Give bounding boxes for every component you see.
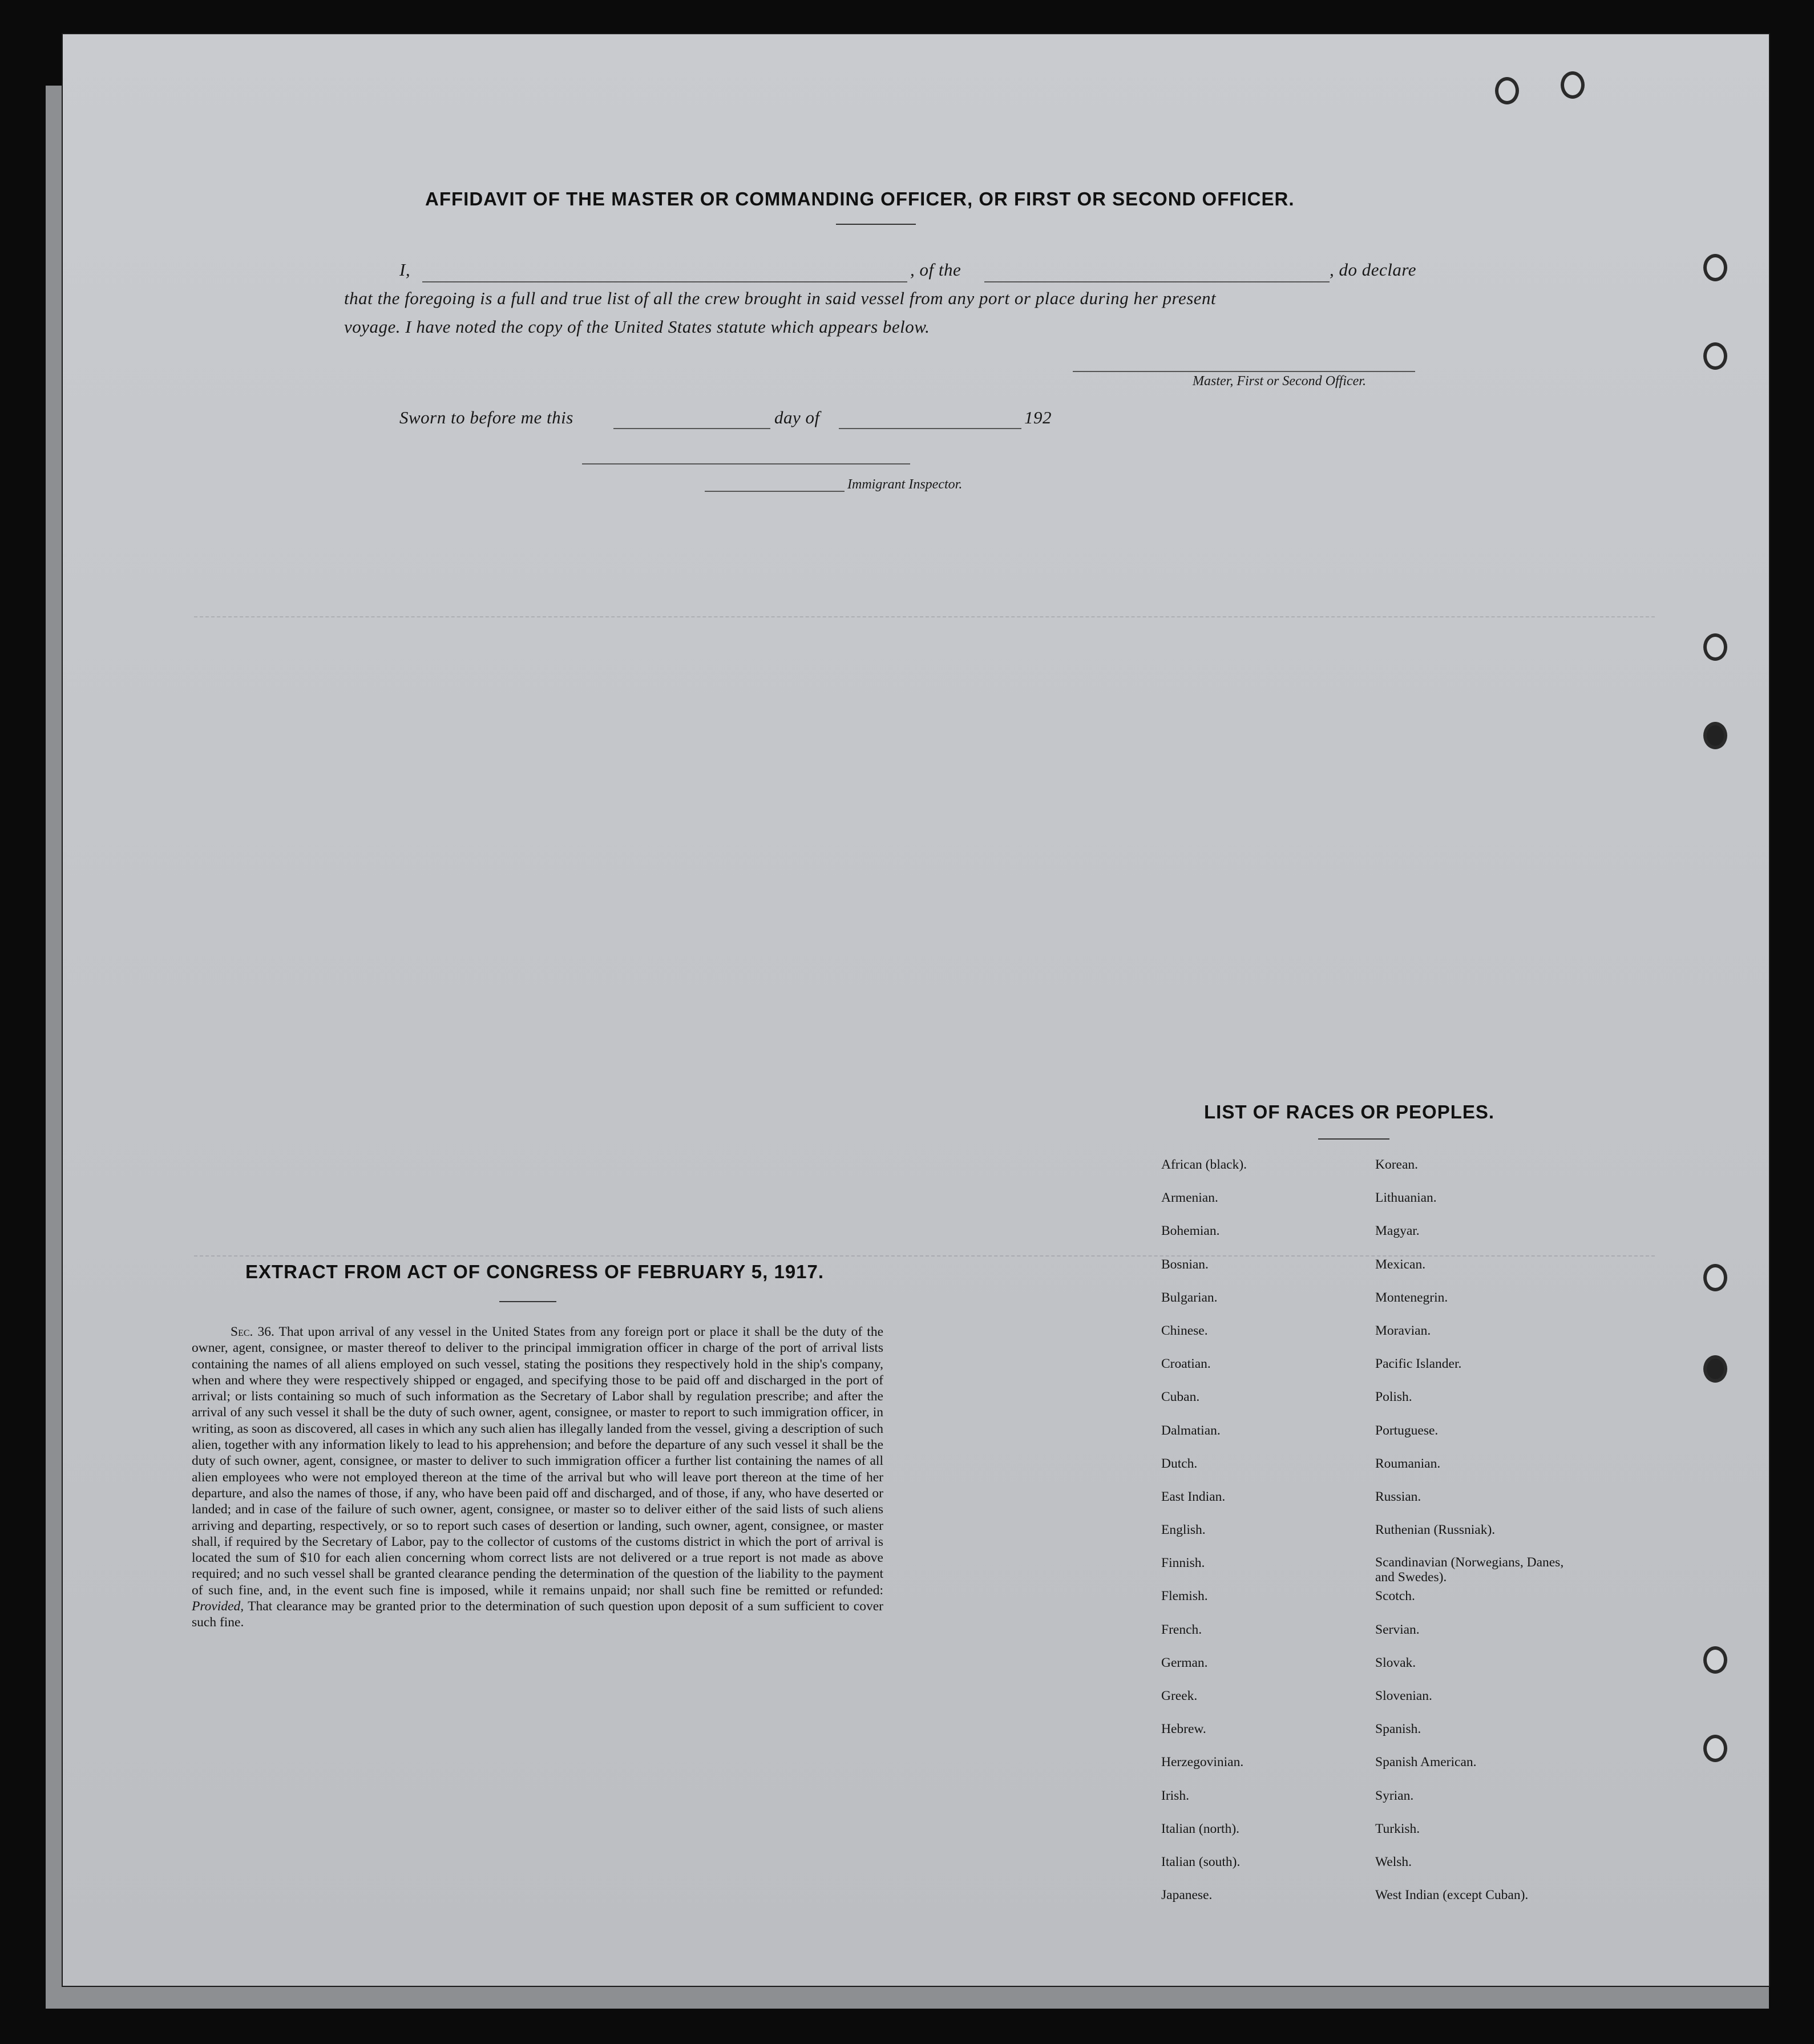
- race-item: Polish.: [1375, 1389, 1412, 1405]
- extract-text: [192, 1324, 883, 1631]
- punch-hole-icon: [1703, 633, 1727, 661]
- punch-hole-icon: [1495, 77, 1519, 104]
- race-item: Scandinavian (Norwegians, Danes, and Swedes).: [1375, 1555, 1564, 1585]
- race-item: Welsh.: [1375, 1854, 1412, 1869]
- race-item: West Indian (except Cuban).: [1375, 1888, 1529, 1903]
- race-item: Italian (north).: [1161, 1821, 1240, 1836]
- race-item: Croatian.: [1161, 1356, 1211, 1372]
- race-item: Hebrew.: [1161, 1722, 1206, 1737]
- race-item: Italian (south).: [1161, 1854, 1241, 1869]
- punch-hole-icon: [1703, 722, 1727, 749]
- affiant-name-blank[interactable]: [422, 281, 907, 282]
- race-item: Herzegovinian.: [1161, 1755, 1244, 1770]
- races-title-rule: [1318, 1138, 1389, 1140]
- proviso-label: Provided,: [192, 1599, 244, 1614]
- race-item: Scotch.: [1375, 1589, 1415, 1604]
- extract-body-2: That clearance may be granted prior to the determination of such question upon deposit of a sum sufficient to cover such fine.: [192, 1599, 883, 1630]
- affidavit-line3: voyage. I have noted the copy of the United States statute which appears below.: [344, 317, 930, 337]
- race-item: Portuguese.: [1375, 1423, 1439, 1438]
- race-item: Greek.: [1161, 1688, 1198, 1703]
- punch-hole-icon: [1703, 254, 1727, 281]
- sworn-day-blank[interactable]: [613, 428, 770, 429]
- race-item: Montenegrin.: [1375, 1290, 1448, 1305]
- affidavit-line1-end: , do declare: [1330, 260, 1417, 280]
- punch-hole-icon: [1703, 1735, 1727, 1762]
- race-item: Japanese.: [1161, 1888, 1213, 1903]
- race-item: Magyar.: [1375, 1223, 1420, 1239]
- punch-hole-icon: [1703, 342, 1727, 370]
- race-item: Armenian.: [1161, 1190, 1218, 1206]
- race-item: Mexican.: [1375, 1257, 1426, 1272]
- race-item: Cuban.: [1161, 1389, 1200, 1405]
- race-item: Finnish.: [1161, 1556, 1205, 1571]
- race-item: Chinese.: [1161, 1323, 1208, 1338]
- extract-body-1: That upon arrival of any vessel in the United States from any foreign port or place it shall be the duty of the owner, agent, consignee, or master thereof to deliver to the principal immigration officer in charge of the port of arrival lists containing the names of all aliens employed on such vessel, stating the positions they respectively hold in the ship's company, when and where they were respectively shipped or engaged, and specifying those to be paid off and discharged in the port of arrival; or lists containing so much of such information as the Secretary of Labor shall by regulation prescribe; and after the arrival of any such vessel it shall be the duty of such owner, agent, consignee, or master to report to such immigration officer, in writing, as soon as discovered, all cases in which any such alien has illegally landed from the vessel, giving a description of such alien, together with any information likely to lead to his apprehension; and before the departure of any such vessel it shall be the duty of such owner, agent, consignee, or master to deliver to such immigration officer a further list containing the names of all alien employees who were not employed thereon at the time of the arrival but who will leave port thereon at the time of her departure, and also the names of those, if any, who have been paid off and discharged, and of those, if any, who have deserted or landed; and in case of the failure of such owner, agent, consignee, or master so to deliver either of the said lists of such aliens arriving and departing, respectively, or so to report such cases of desertion or landing, such owner, agent, consignee, or master shall, if required by the Secretary of Labor, pay to the collector of customs of the customs district in which the port of arrival is located the sum of $10 for each alien concerning whom correct lists are not delivered or a true report is not made as above required; and no such vessel shall be granted clearance pending the determination of the question of the liability to the payment of such fine, and, in the event such fine is imposed, while it remains unpaid; nor shall such fine be remitted or refunded:: [192, 1324, 884, 1598]
- affidavit-title: AFFIDAVIT OF THE MASTER OR COMMANDING OFFICER, OR FIRST OR SECOND OFFICER.: [425, 188, 1295, 209]
- race-item: Dutch.: [1161, 1456, 1198, 1471]
- vessel-name-blank[interactable]: [984, 281, 1330, 282]
- race-item: Dalmatian.: [1161, 1423, 1221, 1438]
- sworn-month-blank[interactable]: [839, 428, 1021, 429]
- race-item: Roumanian.: [1375, 1456, 1441, 1471]
- race-item: Flemish.: [1161, 1589, 1208, 1604]
- race-item: Bulgarian.: [1161, 1290, 1218, 1305]
- sworn-year: 192: [1024, 407, 1052, 427]
- officer-signature-caption: Master, First or Second Officer.: [1193, 374, 1366, 389]
- race-item: Ruthenian (Russniak).: [1375, 1522, 1496, 1538]
- affidavit-title-rule: [836, 224, 916, 225]
- races-list: [1161, 1157, 1595, 1920]
- race-item: Lithuanian.: [1375, 1190, 1437, 1206]
- officer-signature-line[interactable]: [1073, 371, 1415, 372]
- punch-hole-icon: [1703, 1646, 1727, 1674]
- race-item: Bohemian.: [1161, 1223, 1220, 1239]
- extract-title: EXTRACT FROM ACT OF CONGRESS OF FEBRUARY 5, 1917.: [245, 1261, 825, 1282]
- affidavit-line2: that the foregoing is a full and true list of all the crew brought in said vessel from any port or place during her present: [344, 288, 1217, 308]
- inspector-caption: Immigrant Inspector.: [847, 477, 963, 492]
- race-item: Korean.: [1375, 1157, 1419, 1172]
- race-item: Bosnian.: [1161, 1257, 1209, 1272]
- sworn-text: Sworn to before me this: [399, 407, 573, 427]
- race-item: Syrian.: [1375, 1788, 1414, 1803]
- race-item: Irish.: [1161, 1788, 1189, 1803]
- race-item: Russian.: [1375, 1489, 1421, 1504]
- section-label: Sec. 36.: [231, 1324, 274, 1339]
- race-item: Moravian.: [1375, 1323, 1431, 1338]
- punch-hole-icon: [1703, 1264, 1727, 1291]
- race-item: Slovak.: [1375, 1655, 1416, 1670]
- race-item: East Indian.: [1161, 1489, 1226, 1504]
- race-item: German.: [1161, 1655, 1208, 1670]
- race-item: Pacific Islander.: [1375, 1356, 1462, 1372]
- punch-hole-icon: [1561, 71, 1585, 99]
- punch-hole-icon: [1703, 1355, 1727, 1383]
- race-item: Spanish American.: [1375, 1755, 1477, 1770]
- races-title: LIST OF RACES OR PEOPLES.: [1204, 1101, 1495, 1122]
- affidavit-line1-start: I,: [399, 260, 411, 280]
- extract-title-rule: [499, 1301, 556, 1302]
- inspector-signature-line[interactable]: [582, 463, 910, 464]
- affidavit-line1-mid: , of the: [910, 260, 961, 280]
- race-item: Servian.: [1375, 1622, 1420, 1637]
- race-item: African (black).: [1161, 1157, 1247, 1172]
- race-item: Turkish.: [1375, 1821, 1420, 1836]
- race-item: French.: [1161, 1622, 1202, 1637]
- inspector-short-line: [705, 491, 845, 492]
- race-item: English.: [1161, 1522, 1206, 1538]
- race-item: Spanish.: [1375, 1722, 1421, 1737]
- sworn-day-of: day of: [774, 407, 820, 427]
- race-item: Slovenian.: [1375, 1688, 1432, 1703]
